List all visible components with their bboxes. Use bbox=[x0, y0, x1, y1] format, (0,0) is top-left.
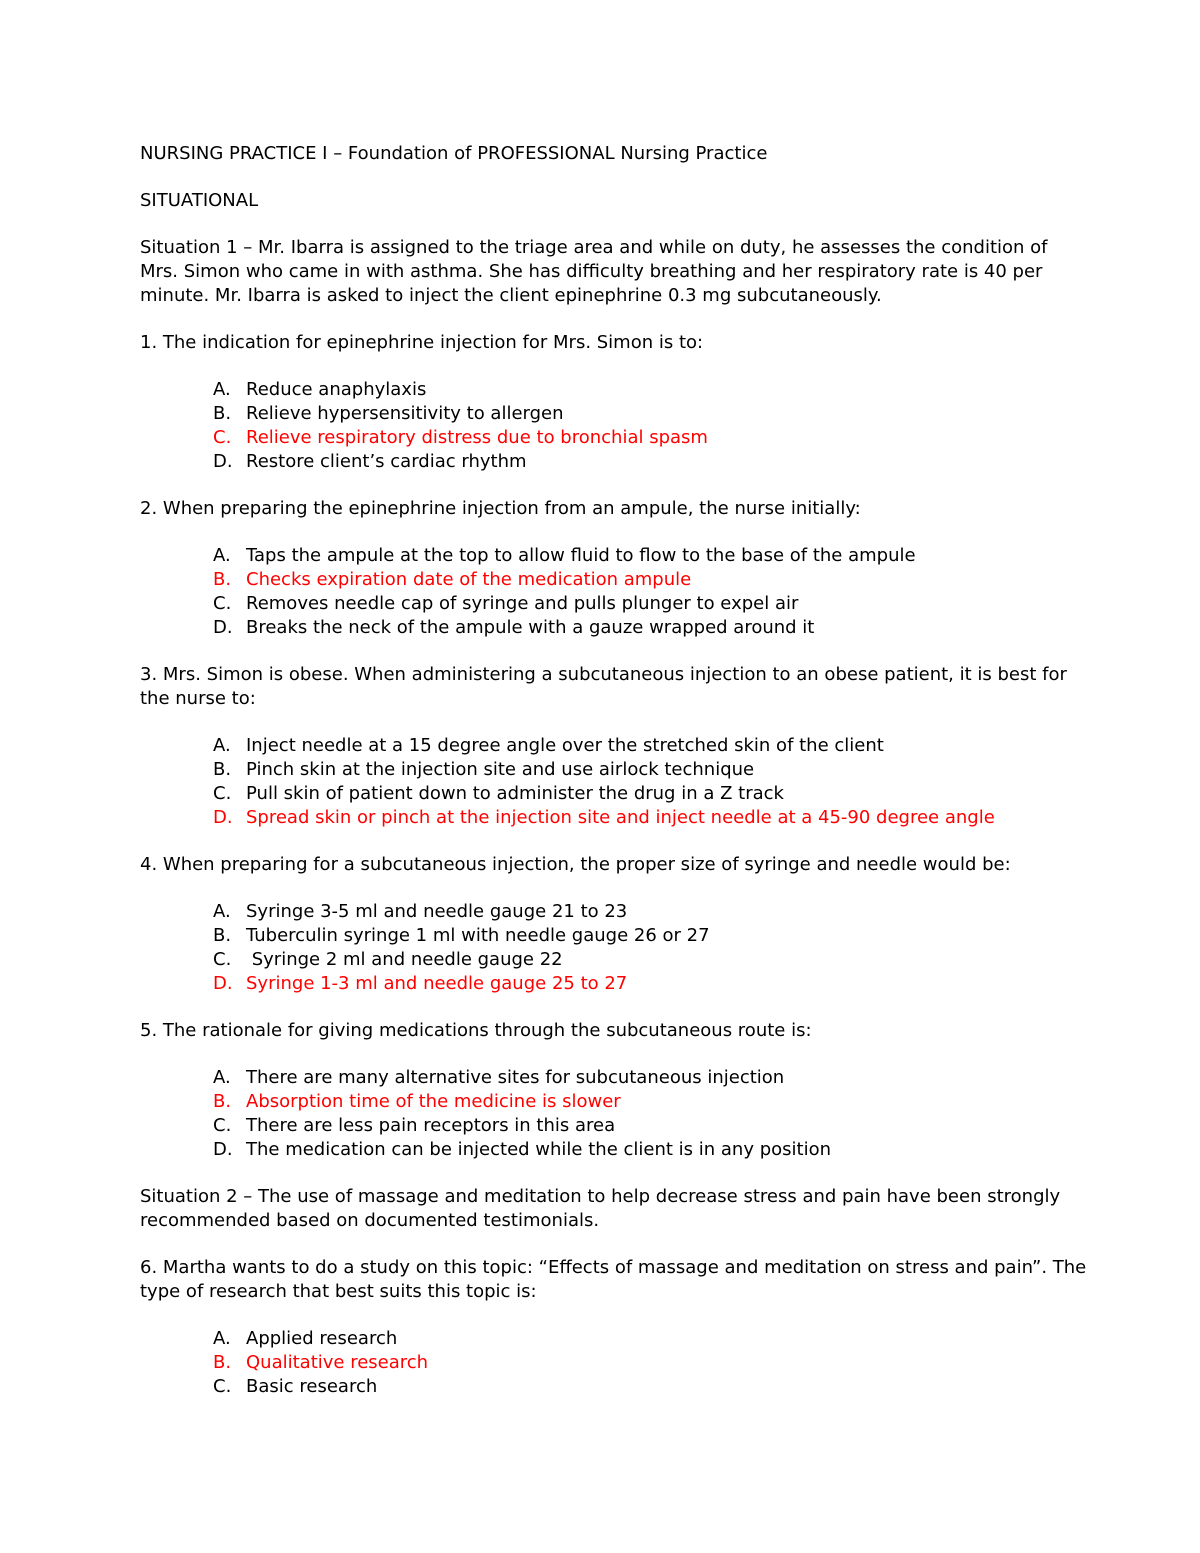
situation-line: recommended based on documented testimonials. bbox=[140, 1210, 600, 1231]
option-c-correct-answer bbox=[140, 426, 1060, 450]
question-line: 6. Martha wants to do a study on this topic: “Effects of massage and meditation on stress and pain”. The bbox=[140, 1257, 1087, 1278]
option-text: Qualitative research bbox=[246, 1352, 429, 1373]
question-4-options bbox=[140, 900, 1060, 996]
option-text: Basic research bbox=[246, 1376, 378, 1397]
option-letter: D. bbox=[213, 617, 233, 638]
option-letter: D. bbox=[213, 451, 233, 472]
option-text: Tuberculin syringe 1 ml with needle gauge 26 or 27 bbox=[246, 925, 710, 946]
document-title: NURSING PRACTICE I – Foundation of PROFESSIONAL Nursing Practice bbox=[140, 143, 768, 164]
option-d-correct-answer bbox=[140, 972, 1060, 996]
question-2-stem: 2. When preparing the epinephrine injection from an ampule, the nurse initially: bbox=[140, 498, 861, 519]
option-a bbox=[140, 378, 1060, 402]
option-c bbox=[140, 592, 1060, 616]
option-b-correct-answer bbox=[140, 1090, 1060, 1114]
option-c bbox=[140, 1375, 1060, 1399]
option-text: Applied research bbox=[246, 1328, 398, 1349]
option-text: Absorption time of the medicine is slower bbox=[246, 1091, 621, 1112]
option-a bbox=[140, 1327, 1060, 1351]
option-letter: B. bbox=[213, 403, 232, 424]
option-a bbox=[140, 544, 1060, 568]
option-text: Taps the ampule at the top to allow fluid to flow to the base of the ampule bbox=[246, 545, 916, 566]
question-4-stem: 4. When preparing for a subcutaneous injection, the proper size of syringe and needle would be: bbox=[140, 854, 1011, 875]
option-a bbox=[140, 1066, 1060, 1090]
option-text: Reduce anaphylaxis bbox=[246, 379, 427, 400]
option-text: Syringe 2 ml and needle gauge 22 bbox=[246, 949, 563, 970]
situation-line: Situation 1 – Mr. Ibarra is assigned to the triage area and while on duty, he assesses the condition of bbox=[140, 237, 1048, 258]
option-d-correct-answer bbox=[140, 806, 1060, 830]
option-text: Relieve respiratory distress due to bronchial spasm bbox=[246, 427, 708, 448]
question-3-options bbox=[140, 734, 1060, 830]
question-6-stem bbox=[140, 1256, 1087, 1304]
option-letter: C. bbox=[213, 1115, 232, 1136]
option-text: Syringe 3-5 ml and needle gauge 21 to 23 bbox=[246, 901, 628, 922]
option-d bbox=[140, 450, 1060, 474]
situation-2 bbox=[140, 1185, 1060, 1233]
option-letter: B. bbox=[213, 1091, 232, 1112]
question-6-options bbox=[140, 1327, 1060, 1399]
question-line: the nurse to: bbox=[140, 688, 256, 709]
option-text: Pull skin of patient down to administer the drug in a Z track bbox=[246, 783, 784, 804]
option-letter: C. bbox=[213, 427, 232, 448]
section-label: SITUATIONAL bbox=[140, 190, 259, 211]
option-b-correct-answer bbox=[140, 1351, 1060, 1375]
option-text: Inject needle at a 15 degree angle over the stretched skin of the client bbox=[246, 735, 884, 756]
option-letter: A. bbox=[213, 901, 231, 922]
option-text: There are less pain receptors in this area bbox=[246, 1115, 616, 1136]
option-b bbox=[140, 402, 1060, 426]
question-1-options bbox=[140, 378, 1060, 474]
option-c bbox=[140, 1114, 1060, 1138]
option-letter: D. bbox=[213, 973, 233, 994]
option-letter: B. bbox=[213, 925, 232, 946]
situation-1 bbox=[140, 236, 1060, 308]
situation-line: Mrs. Simon who came in with asthma. She has difficulty breathing and her respiratory rate is 40 per bbox=[140, 261, 1043, 282]
situation-line: Situation 2 – The use of massage and meditation to help decrease stress and pain have been strongly bbox=[140, 1186, 1061, 1207]
option-text: Spread skin or pinch at the injection site and inject needle at a 45-90 degree angle bbox=[246, 807, 995, 828]
option-letter: B. bbox=[213, 759, 232, 780]
question-5-stem: 5. The rationale for giving medications through the subcutaneous route is: bbox=[140, 1020, 812, 1041]
option-text: Checks expiration date of the medication ampule bbox=[246, 569, 692, 590]
option-d bbox=[140, 1138, 1060, 1162]
option-b bbox=[140, 758, 1060, 782]
question-5-options bbox=[140, 1066, 1060, 1162]
question-3-stem bbox=[140, 663, 1067, 711]
option-letter: D. bbox=[213, 1139, 233, 1160]
option-text: Relieve hypersensitivity to allergen bbox=[246, 403, 564, 424]
option-letter: B. bbox=[213, 1352, 232, 1373]
question-1-stem: 1. The indication for epinephrine injection for Mrs. Simon is to: bbox=[140, 332, 704, 353]
option-letter: C. bbox=[213, 1376, 232, 1397]
option-text: The medication can be injected while the client is in any position bbox=[246, 1139, 831, 1160]
question-line: type of research that best suits this topic is: bbox=[140, 1281, 537, 1302]
document-page bbox=[140, 142, 1087, 1422]
option-text: Breaks the neck of the ampule with a gauze wrapped around it bbox=[246, 617, 815, 638]
question-2-options bbox=[140, 544, 1060, 640]
question-line: 3. Mrs. Simon is obese. When administering a subcutaneous injection to an obese patient, it is best for bbox=[140, 664, 1067, 685]
option-a bbox=[140, 900, 1060, 924]
option-letter: C. bbox=[213, 949, 232, 970]
option-letter: A. bbox=[213, 735, 231, 756]
option-letter: A. bbox=[213, 1328, 231, 1349]
option-d bbox=[140, 616, 1060, 640]
option-letter: C. bbox=[213, 783, 232, 804]
option-letter: D. bbox=[213, 807, 233, 828]
option-letter: A. bbox=[213, 545, 231, 566]
option-text: Restore client’s cardiac rhythm bbox=[246, 451, 527, 472]
situation-line: minute. Mr. Ibarra is asked to inject the client epinephrine 0.3 mg subcutaneously. bbox=[140, 285, 882, 306]
option-b-correct-answer bbox=[140, 568, 1060, 592]
option-letter: B. bbox=[213, 569, 232, 590]
option-text: Pinch skin at the injection site and use airlock technique bbox=[246, 759, 755, 780]
option-text: There are many alternative sites for subcutaneous injection bbox=[246, 1067, 785, 1088]
option-c bbox=[140, 948, 1060, 972]
option-letter: A. bbox=[213, 379, 231, 400]
option-text: Syringe 1-3 ml and needle gauge 25 to 27 bbox=[246, 973, 628, 994]
option-c bbox=[140, 782, 1060, 806]
option-a bbox=[140, 734, 1060, 758]
option-letter: C. bbox=[213, 593, 232, 614]
option-b bbox=[140, 924, 1060, 948]
option-letter: A. bbox=[213, 1067, 231, 1088]
option-text: Removes needle cap of syringe and pulls plunger to expel air bbox=[246, 593, 799, 614]
